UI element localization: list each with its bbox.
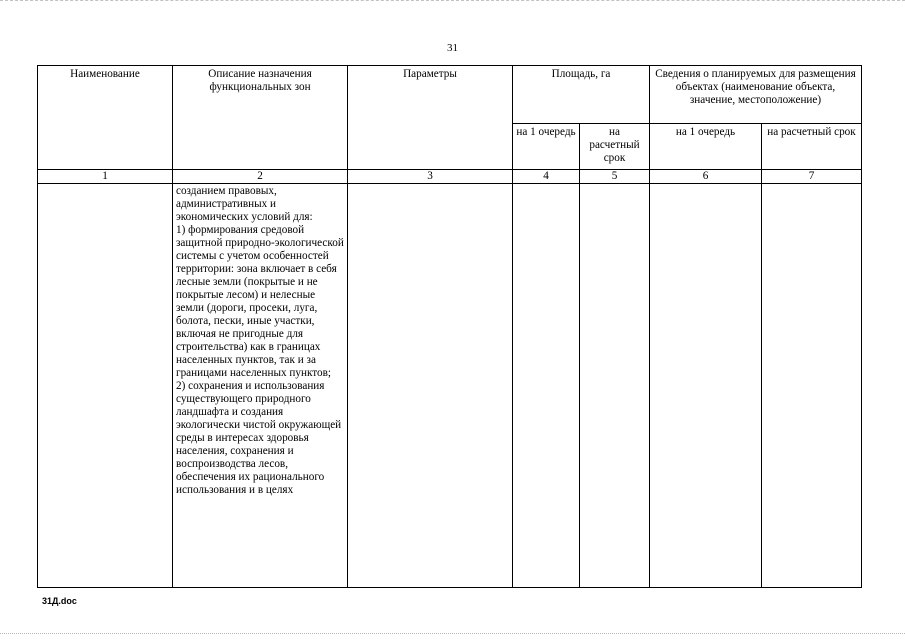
header-area-stage1: на 1 очередь xyxy=(513,124,580,170)
column-number: 4 xyxy=(513,170,580,184)
column-number: 5 xyxy=(580,170,650,184)
row-area-stage1-cell xyxy=(513,184,580,588)
row-area-calc-cell xyxy=(580,184,650,588)
header-planned-objects: Сведения о планируемых для размещения объектах (наименование объекта, значение, местоположение) xyxy=(650,66,862,124)
page-bottom-edge xyxy=(0,633,905,636)
header-description: Описание назначения функциональных зон xyxy=(173,66,348,170)
column-number: 3 xyxy=(348,170,513,184)
row-objects-stage1-cell xyxy=(650,184,762,588)
description-paragraph: созданием правовых, административных и экономических условий для: xyxy=(176,185,313,223)
description-paragraph: 2) сохранения и использования существующего природного ландшафта и создания экологически чистой окружающей среды в интересах здоровья населения, сохранения и воспроизводства лесов, обеспечения их рационального использования и в целях xyxy=(176,380,342,496)
column-number: 6 xyxy=(650,170,762,184)
column-number-row xyxy=(38,170,862,184)
column-number: 1 xyxy=(38,170,173,184)
table-row xyxy=(38,184,862,588)
description-paragraph: 1) формирования средовой защитной природно-экологической системы с учетом особенностей территории: зона включает в себя лесные земли (покрытые и не покрытые лесом) и нелесные земли (дороги, просеки, луга, болота, пески, иные участки, включая не пригодные для строительства) как в границах населенных пунктов, так и за границами населенных пунктов; xyxy=(176,224,344,379)
page-top-edge xyxy=(0,0,905,3)
functional-zones-table xyxy=(37,65,862,588)
column-number: 7 xyxy=(762,170,862,184)
row-name-cell xyxy=(38,184,173,588)
row-parameters-cell xyxy=(348,184,513,588)
row-objects-calc-cell xyxy=(762,184,862,588)
header-area: Площадь, га xyxy=(513,66,650,124)
header-name: Наименование xyxy=(38,66,173,170)
header-parameters: Параметры xyxy=(348,66,513,170)
header-objects-calc-term: на расчетный срок xyxy=(762,124,862,170)
column-number: 2 xyxy=(173,170,348,184)
row-description-cell xyxy=(173,184,348,588)
file-name: 31Д.doc xyxy=(42,596,77,606)
page-number: 31 xyxy=(447,42,458,54)
header-area-calc-term: на расчетный срок xyxy=(580,124,650,170)
header-objects-stage1: на 1 очередь xyxy=(650,124,762,170)
